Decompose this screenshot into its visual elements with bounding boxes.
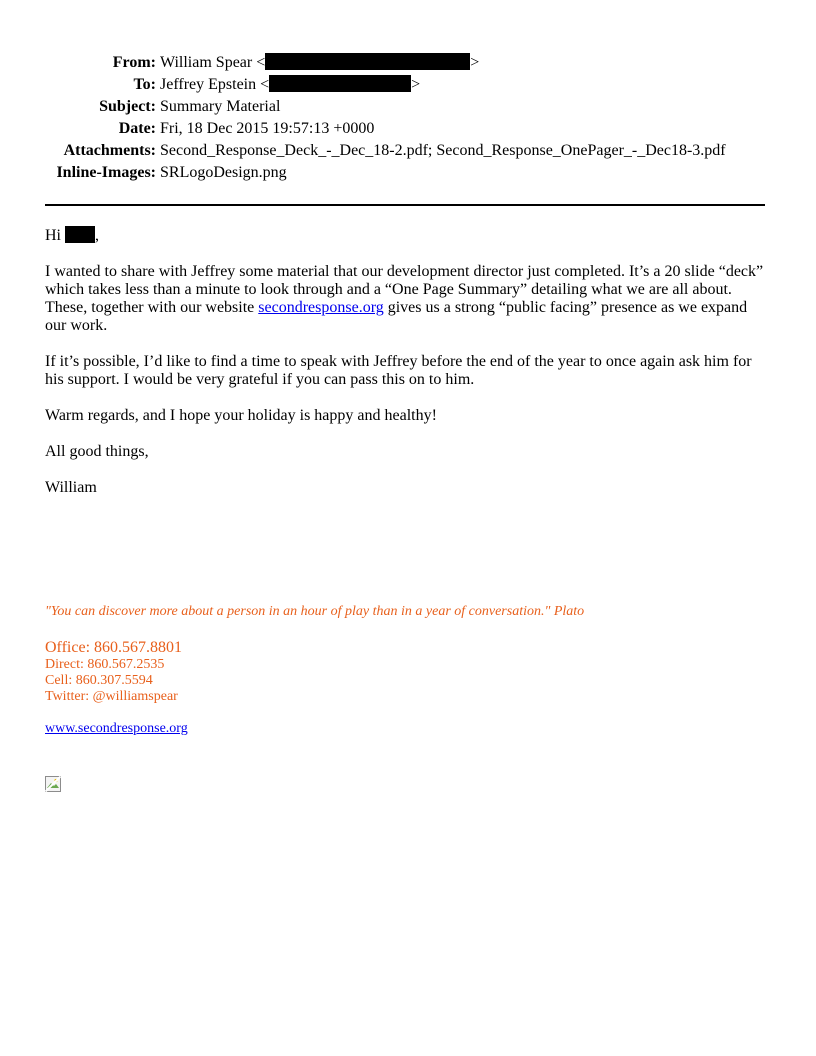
date-label: Date: xyxy=(118,120,156,137)
subject-value: Summary Material xyxy=(160,98,281,115)
to-value xyxy=(160,74,420,96)
inline-images-row xyxy=(0,162,816,184)
from-name: William Spear < xyxy=(160,54,266,71)
to-close: > xyxy=(411,76,421,93)
attachments-row xyxy=(0,140,816,162)
date-row xyxy=(0,118,816,140)
cell-phone: Cell: 860.307.5594 xyxy=(45,673,153,688)
inline-images-value[interactable]: SRLogoDesign.png xyxy=(160,164,287,181)
twitter-handle: Twitter: @williamspear xyxy=(45,689,178,704)
paragraph-1 xyxy=(45,263,770,335)
greeting xyxy=(45,226,770,245)
attachments-value[interactable]: Second_Response_Deck_-_Dec_18-2.pdf; Second_Response_OnePager_-_Dec18-3.pdf xyxy=(160,142,726,159)
website-link[interactable]: secondresponse.org xyxy=(258,299,384,316)
from-close: > xyxy=(470,54,480,71)
paragraph-3: Warm regards, and I hope your holiday is happy and healthy! xyxy=(45,407,437,424)
redaction-box xyxy=(265,53,470,70)
office-phone: Office: 860.567.8801 xyxy=(45,639,183,656)
from-value xyxy=(160,52,479,74)
paragraph-5: William xyxy=(45,479,97,496)
p1-text-after: gives us a strong “public facing” presence as we expand our work. xyxy=(45,299,748,334)
attachments-label: Attachments: xyxy=(63,142,156,159)
direct-phone: Direct: 860.567.2535 xyxy=(45,657,165,672)
subject-label: Subject: xyxy=(99,98,156,115)
broken-image-icon xyxy=(45,776,61,792)
to-name: Jeffrey Epstein < xyxy=(160,76,270,93)
p1-text-before: I wanted to share with Jeffrey some material that our development director just completed. It’s a 20 slide “deck” which takes less than a minute to look through and a “One Page Summary” detailing what we are all about. These, together with our website xyxy=(45,263,764,316)
signature-block xyxy=(45,603,770,737)
paragraph-2: If it’s possible, I’d like to find a time to speak with Jeffrey before the end of the year to once again ask him for his support. I would be very grateful if you can pass this on to him. xyxy=(45,353,752,388)
paragraph-4: All good things, xyxy=(45,443,149,460)
date-value: Fri, 18 Dec 2015 19:57:13 +0000 xyxy=(160,120,375,137)
subject-row xyxy=(0,96,816,118)
inline-images-label: Inline-Images: xyxy=(56,164,156,181)
redaction-box xyxy=(269,75,411,92)
redaction-box xyxy=(65,226,95,243)
from-label: From: xyxy=(112,54,156,71)
greeting-suffix: , xyxy=(95,227,99,244)
to-row xyxy=(0,74,816,96)
to-label: To: xyxy=(133,76,156,93)
header-divider xyxy=(45,204,765,206)
email-header xyxy=(0,52,816,184)
email-body xyxy=(45,226,770,515)
from-row xyxy=(0,52,816,74)
greeting-prefix: Hi xyxy=(45,227,65,244)
signature-quote: "You can discover more about a person in an hour of play than in a year of conversation." Plato xyxy=(45,604,585,619)
signature-website-link[interactable]: www.secondresponse.org xyxy=(45,721,188,736)
